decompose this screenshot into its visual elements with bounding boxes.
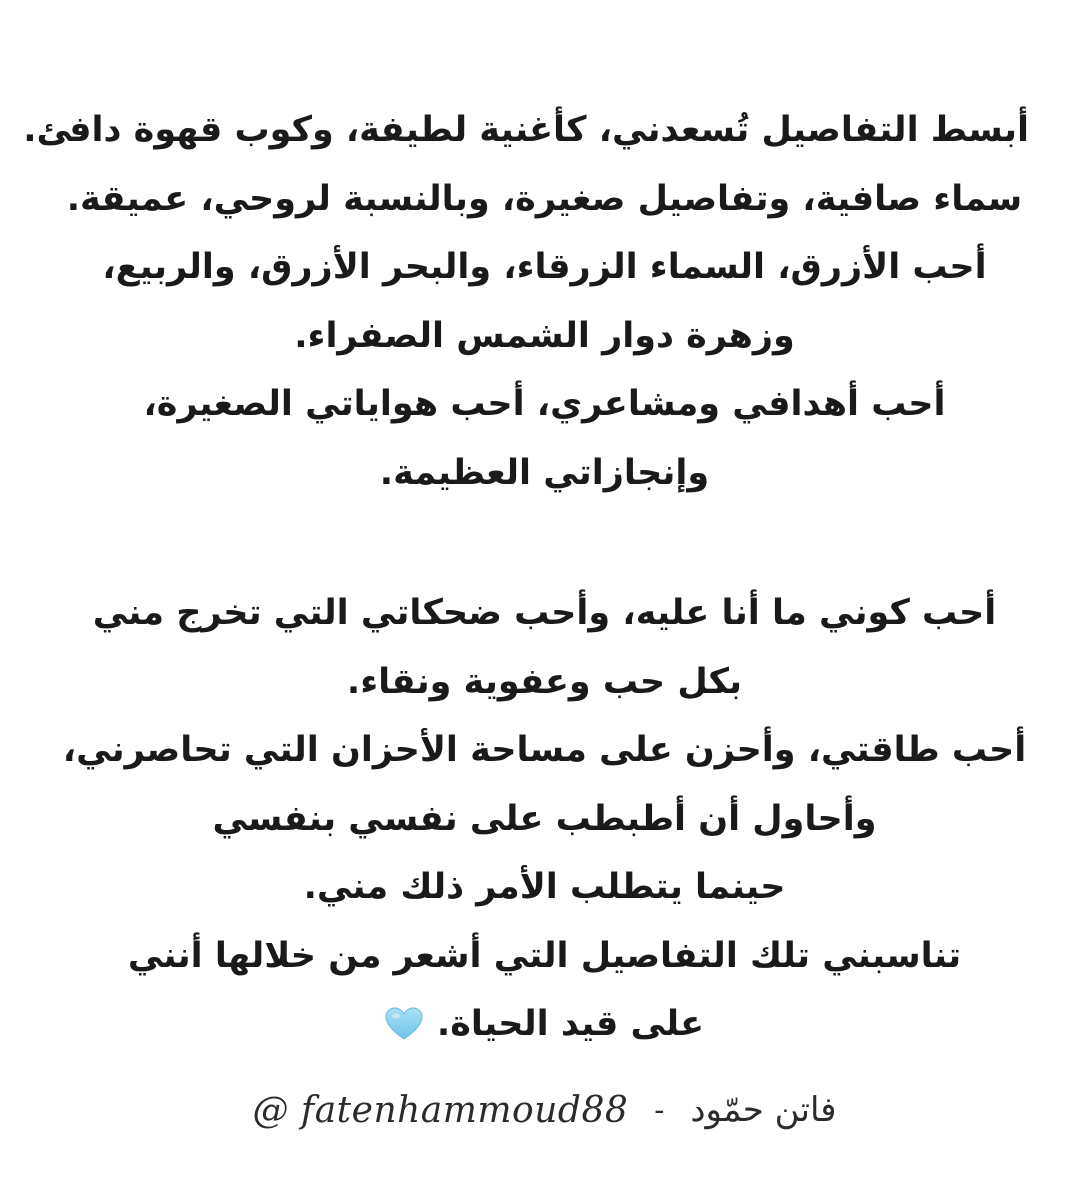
poem-line: على قيد الحياة. — [436, 1004, 705, 1044]
poem-line: بكل حب وعفوية ونقاء. — [346, 661, 743, 702]
poem-line: وإنجازاتي العظيمة. — [379, 452, 710, 493]
light-blue-heart-icon — [385, 1007, 423, 1041]
stanza-gap — [60, 507, 1029, 579]
poem-line: أحب كوني ما أنا عليه، وأحب ضحكاتي التي تخرج مني — [92, 593, 997, 633]
poem-line: أحب الأزرق، السماء الزرقاء، والبحر الأزرق، والربيع، — [102, 247, 987, 287]
poem-line: سماء صافية، وتفاصيل صغيرة، وبالنسبة لروحي، عميقة. — [66, 178, 1023, 219]
author-name: فاتن حمّود — [690, 1090, 837, 1130]
signature — [0, 1080, 1089, 1140]
poem-text — [23, 96, 1029, 1059]
instagram-handle: @ fatenhammoud88 — [252, 1089, 629, 1131]
poem-line: وأحاول أن أطبطب على نفسي بنفسي — [212, 798, 877, 839]
poem-line: أحب أهدافي ومشاعري، أحب هواياتي الصغيرة، — [143, 384, 946, 424]
poem-line: أحب طاقتي، وأحزن على مساحة الأحزان التي تحاصرني، — [62, 730, 1027, 770]
signature-separator: - — [654, 1092, 665, 1128]
poem-line: أبسط التفاصيل تُسعدني، كأغنية لطيفة، وكوب قهوة دافئ. — [23, 110, 1029, 150]
poem-last-line — [60, 990, 1029, 1059]
poem-line: حينما يتطلب الأمر ذلك مني. — [303, 867, 786, 907]
poem-line: وزهرة دوار الشمس الصفراء. — [294, 315, 795, 356]
poem-line: تناسبني تلك التفاصيل التي أشعر من خلالها أنني — [127, 935, 962, 976]
